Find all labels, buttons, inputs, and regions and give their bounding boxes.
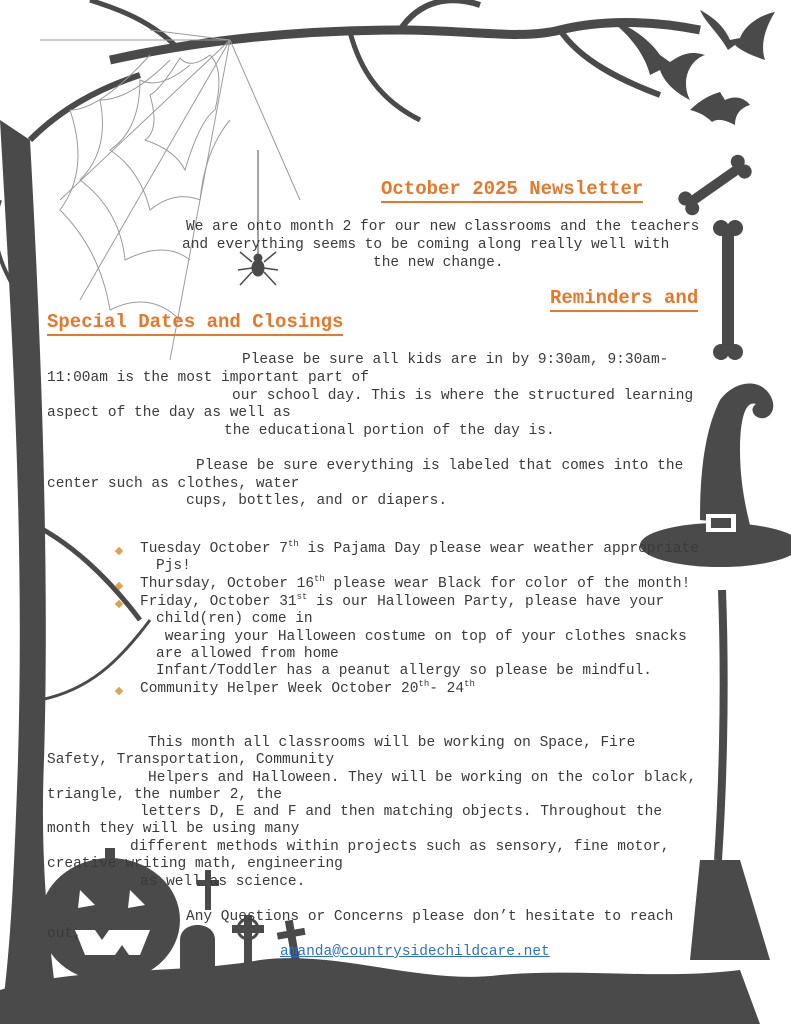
spider-icon bbox=[238, 150, 278, 285]
bullet-3-cont-2: wearing your Halloween costume on top of your clothes snacks bbox=[156, 629, 687, 645]
para3-line-8: creative writing math, engineering bbox=[47, 856, 343, 872]
para3-line-2: Safety, Transportation, Community bbox=[47, 752, 335, 768]
para1-line-4: aspect of the day as well as bbox=[47, 405, 291, 421]
para2-line-3: cups, bottles, and or diapers. bbox=[186, 493, 448, 509]
intro-line-1: We are onto month 2 for our new classrooms and the teachers bbox=[186, 219, 700, 235]
para1-line-3: our school day. This is where the structured learning bbox=[232, 388, 694, 404]
para3-line-6: month they will be using many bbox=[47, 821, 300, 837]
para1-line-2: 11:00am is the most important part of bbox=[47, 370, 369, 386]
para3-line-7: different methods within projects such as sensory, fine motor, bbox=[130, 839, 670, 855]
closing-line-1: Any Questions or Concerns please don’t hesitate to reach bbox=[186, 909, 674, 925]
bullet-3-cont-3: are allowed from home bbox=[156, 646, 339, 662]
broom-icon bbox=[690, 590, 770, 960]
bullet-1-text: Tuesday October 7th is Pajama Day please wear weather appropriate bbox=[140, 539, 700, 557]
para3-line-1: This month all classrooms will be working on Space, Fire bbox=[148, 735, 636, 751]
para2-line-1: Please be sure everything is labeled that comes into the bbox=[196, 458, 684, 474]
para3-line-5: letters D, E and F and then matching objects. Throughout the bbox=[140, 804, 663, 820]
para2-line-2: center such as clothes, water bbox=[47, 476, 300, 492]
bullet-2-text: Thursday, October 16th please wear Black for color of the month! bbox=[140, 574, 691, 592]
intro-line-3: the new change. bbox=[373, 255, 504, 271]
para3-line-4: triangle, the number 2, the bbox=[47, 787, 282, 803]
bullet-3-cont-1: child(ren) come in bbox=[156, 611, 313, 627]
closing-line-2: out, bbox=[47, 926, 82, 942]
bullet-3-text: Friday, October 31st is our Halloween Party, please have your bbox=[140, 592, 665, 610]
bullet-1-cont: Pjs! bbox=[156, 558, 191, 574]
para1-line-5: the educational portion of the day is. bbox=[224, 423, 555, 439]
bullet-3-cont-4: Infant/Toddler has a peanut allergy so please be mindful. bbox=[156, 663, 652, 679]
para3-line-3: Helpers and Halloween. They will be working on the color black, bbox=[148, 770, 697, 786]
reminders-heading-line-2: Special Dates and Closings bbox=[47, 311, 343, 336]
bullet-4-text: Community Helper Week October 20th- 24th bbox=[140, 679, 475, 697]
para1-line-1: Please be sure all kids are in by 9:30am, 9:30am- bbox=[242, 352, 669, 368]
reminders-heading-line-1: Reminders and bbox=[550, 287, 698, 312]
bone-icon bbox=[676, 152, 755, 360]
para3-line-9: as well as science. bbox=[140, 874, 306, 890]
intro-line-2: and everything seems to be coming along really well with bbox=[182, 237, 670, 253]
newsletter-title: October 2025 Newsletter bbox=[381, 178, 643, 203]
contact-email-link[interactable]: amanda@countrysidechildcare.net bbox=[280, 944, 550, 960]
